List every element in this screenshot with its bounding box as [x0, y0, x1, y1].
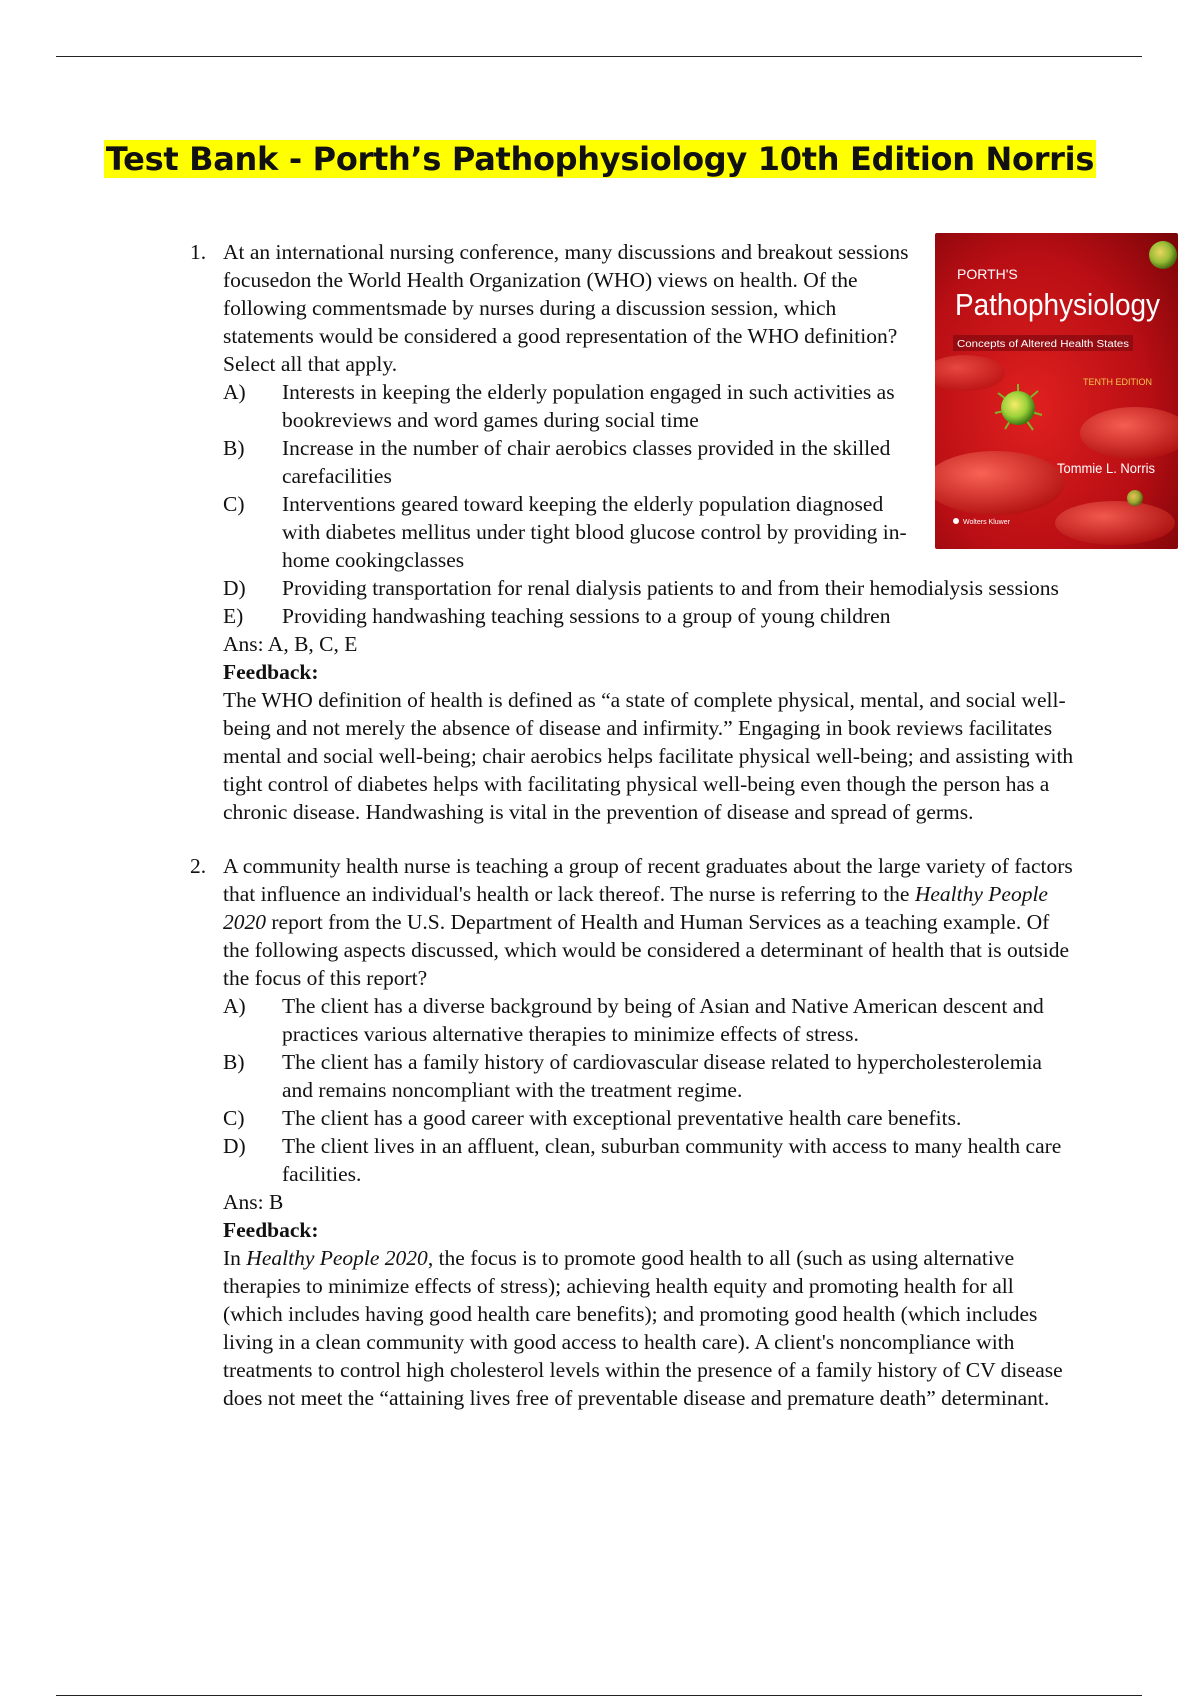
option-text: Providing handwashing teaching sessions to a group of young children	[282, 604, 891, 628]
question-stem: At an international nursing conference, many discussions and breakout sessions focusedon the World Health Organization (WHO) views on health. Of the following commentsmade by nurses during a discussion session, which statements would be considered a good representation of the WHO definition? Select all that apply.	[223, 240, 909, 376]
option-letter: A)	[223, 380, 246, 404]
title-block	[0, 140, 1200, 178]
question-2	[190, 852, 1075, 1412]
cover-publisher: Wolters Kluwer	[963, 519, 1010, 526]
cover-brand: PORTH'S	[957, 266, 1018, 282]
option-letter: A)	[223, 994, 246, 1018]
option-text: The client has a diverse background by being of Asian and Native American descent and practices various alternative therapies to minimize effects of stress.	[282, 994, 1044, 1046]
answer: Ans: B	[223, 1190, 284, 1214]
stem-text: A community health nurse is teaching a group of recent graduates about the large variety of factors that influence an individual's health or lack thereof. The nurse is referring to the	[223, 854, 1073, 906]
option-letter: C)	[223, 1106, 245, 1130]
option-d	[223, 574, 1075, 602]
question-list	[190, 238, 1075, 1412]
option-a	[223, 992, 1075, 1048]
option-c	[223, 1104, 1075, 1132]
cover-edition: TENTH EDITION	[1083, 377, 1152, 387]
feedback-label: Feedback:	[223, 1218, 319, 1242]
feedback-label: Feedback:	[223, 660, 319, 684]
option-a	[223, 378, 922, 434]
option-b	[223, 434, 922, 490]
question-1	[190, 238, 1075, 826]
feedback-fragment: In	[223, 1246, 247, 1270]
question-stem	[223, 852, 1075, 992]
report-title: Healthy People 2020	[246, 1246, 428, 1270]
cover-author: Tommie L. Norris	[1057, 460, 1155, 476]
page-title: Test Bank - Porth’s Pathophysiology 10th Edition Norris	[105, 140, 1095, 178]
report-title: Healthy People 2020	[223, 882, 1048, 934]
option-letter: D)	[223, 1134, 246, 1158]
option-text: The client has a good career with exceptional preventative health care benefits.	[282, 1106, 962, 1130]
answer: Ans: A, B, C, E	[223, 632, 358, 656]
option-letter: E)	[223, 604, 244, 628]
option-letter: B)	[223, 436, 245, 460]
option-text: The client has a family history of cardiovascular disease related to hypercholesterolemia and remains noncompliant with the treatment regime.	[282, 1050, 1042, 1102]
option-letter: D)	[223, 576, 246, 600]
option-text: Increase in the number of chair aerobics classes provided in the skilled carefacilities	[282, 436, 891, 488]
option-d	[223, 1132, 1075, 1188]
option-text: The client lives in an affluent, clean, suburban community with access to many health care facilities.	[282, 1134, 1062, 1186]
option-letter: B)	[223, 1050, 245, 1074]
feedback-fragment: , the focus is to promote good health to all (such as using alternative therapies to minimize effects of stress); achieving health equity and promoting health for all (which includes having good health care benefits); and promoting good health (which includes living in a clean community with good access to health care). A client's noncompliance with treatments to control high cholesterol levels within the presence of a family history of CV disease does not meet the “attaining lives free of preventable disease and premature death” determinant.	[223, 1246, 1063, 1410]
option-e	[223, 602, 1075, 630]
option-text: Interventions geared toward keeping the elderly population diagnosed with diabetes mellitus under tight blood glucose control by providing in-home cookingclasses	[282, 492, 907, 572]
option-c	[223, 490, 922, 574]
feedback-text: The WHO definition of health is defined as “a state of complete physical, mental, and social well-being and not merely the absence of disease and infirmity.” Engaging in book reviews facilitates mental and social well-being; chair aerobics helps facilitate physical well-being; and assisting with tight control of diabetes helps with facilitating physical well-being even though the person has a chronic disease. Handwashing is vital in the prevention of disease and spread of germs.	[223, 688, 1074, 824]
question-number: 2.	[190, 854, 207, 878]
option-text: Interests in keeping the elderly population engaged in such activities as bookreviews and word games during social time	[282, 380, 895, 432]
option-b	[223, 1048, 1075, 1104]
cover-subtitle: Concepts of Altered Health States	[957, 339, 1129, 350]
option-letter: C)	[223, 492, 245, 516]
bottom-rule	[56, 1695, 1142, 1696]
stem-text: report from the U.S. Department of Health and Human Services as a teaching example. Of the following aspects discussed, which would be considered a determinant of health that is outside the focus of this report?	[223, 910, 1070, 990]
top-rule	[56, 56, 1142, 57]
cover-title: Pathophysiology	[955, 287, 1161, 322]
option-text: Providing transportation for renal dialysis patients to and from their hemodialysis sessions	[282, 576, 1059, 600]
feedback-text	[223, 1244, 1075, 1412]
question-number: 1.	[190, 240, 207, 264]
